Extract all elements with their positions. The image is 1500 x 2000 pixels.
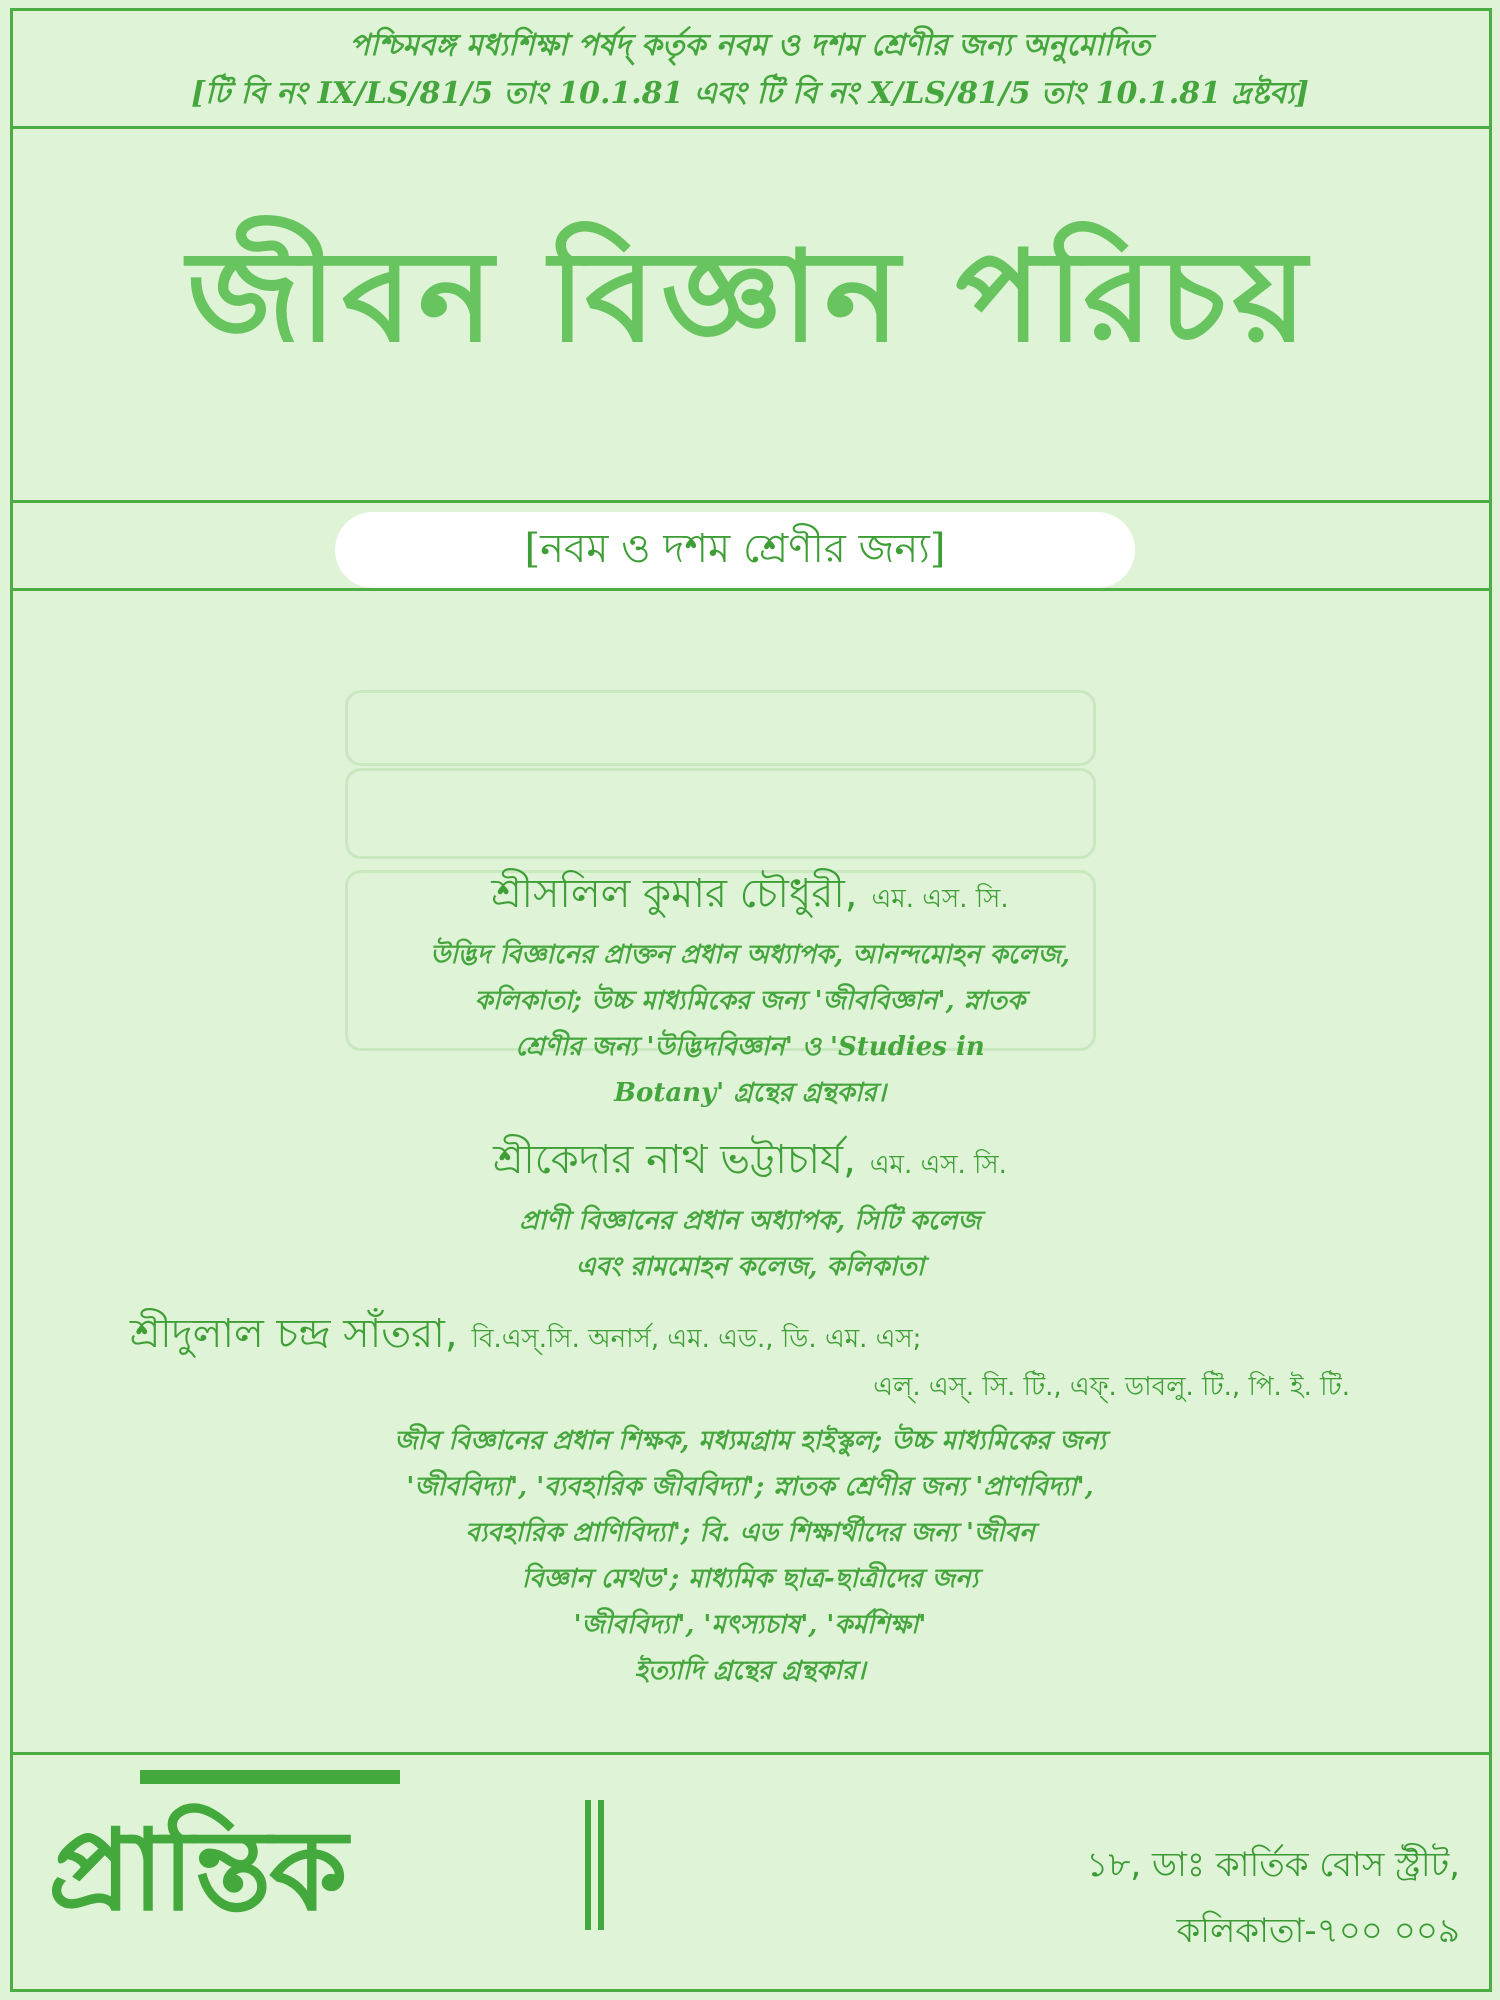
address-line: কলিকাতা-৭০০ ০০৯: [1176, 1911, 1460, 1951]
bleed-through-box: [345, 768, 1096, 859]
divider-footer: [10, 1752, 1492, 1755]
author-description: [150, 1198, 1350, 1290]
description-line: কলিকাতা; উচ্চ মাধ্যমিকের জন্য 'জীববিজ্ঞান', স্নাতক: [474, 986, 1026, 1016]
approval-line-2: [টি বি নং IX/LS/81/5 তাং 10.1.81 এবং টি বি নং X/LS/81/5 তাং 10.1.81 দ্রষ্টব্য]: [191, 76, 1309, 111]
description-line: উদ্ভিদ বিজ্ঞানের প্রাক্তন প্রধান অধ্যাপক, আনন্দমোহন কলেজ,: [430, 940, 1070, 970]
author-name: শ্রীসলিল কুমার চৌধুরী,: [491, 871, 858, 917]
subtitle-badge: [335, 512, 1135, 588]
author-name-line: [150, 1136, 1350, 1184]
author-name: শ্রীকেদার নাথ ভট্টাচার্য,: [493, 1137, 856, 1183]
divider-subtitle: [10, 588, 1492, 591]
logo-separator: [585, 1800, 591, 1930]
description-line: বিজ্ঞান মেথড'; মাধ্যমিক ছাত্র-ছাত্রীদের জন্য: [521, 1564, 979, 1594]
author-name-line: [130, 1310, 1350, 1358]
bleed-through-box: [345, 690, 1096, 766]
author-block: [130, 1310, 1350, 1694]
publisher-logo: প্রান্তিক: [48, 1806, 346, 1936]
address-line: ১৮, ডাঃ কার্তিক বোস স্ট্রীট,: [1086, 1845, 1460, 1885]
divider-header: [10, 126, 1492, 129]
description-line: জীব বিজ্ঞানের প্রধান শিক্ষক, মধ্যমগ্রাম হাইস্কুল; উচ্চ মাধ্যমিকের জন্য: [394, 1426, 1106, 1456]
author-name: শ্রীদুলাল চন্দ্র সাঁতরা,: [130, 1311, 458, 1357]
authors-section: [130, 870, 1350, 1714]
description-line: প্রাণী বিজ্ঞানের প্রধান অধ্যাপক, সিটি কলেজ: [519, 1206, 981, 1236]
author-degrees: এম. এস. সি.: [871, 884, 1009, 914]
approval-line-1: পশ্চিমবঙ্গ মধ্যশিক্ষা পর্ষদ্‌ কর্তৃক নবম ও দশম শ্রেণীর জন্য অনুমোদিত: [349, 28, 1151, 63]
author-block: [150, 870, 1350, 1116]
author-name-line: [150, 870, 1350, 918]
description-line: ইত্যাদি গ্রন্থের গ্রন্থকার।: [634, 1656, 866, 1686]
subtitle-text: [নবম ও দশম শ্রেণীর জন্য]: [524, 525, 946, 572]
divider-title: [10, 500, 1492, 503]
publisher-logo-bar: [140, 1770, 400, 1784]
logo-separator: [598, 1800, 604, 1930]
description-line: এবং রামমোহন কলেজ, কলিকাতা: [575, 1252, 925, 1282]
description-line: Botany' গ্রন্থের গ্রন্থকার।: [614, 1078, 886, 1108]
author-block: [150, 1136, 1350, 1290]
author-degrees: এম. এস. সি.: [869, 1150, 1007, 1180]
author-degrees-continued: এল্. এস্. সি. টি., এফ্. ডাবলু. টি., পি. ই. টি.: [873, 1372, 1350, 1402]
approval-notice: [0, 22, 1500, 118]
publisher-address: [1086, 1832, 1460, 1964]
author-description: [150, 932, 1350, 1116]
description-line: 'জীববিদ্যা', 'মৎস্যচাষ', 'কর্মশিক্ষা': [573, 1610, 927, 1640]
author-degrees: বি.এস্.সি. অনার্স, এম. এড., ডি. এম. এস;: [471, 1324, 922, 1354]
description-line: শ্রেণীর জন্য 'উদ্ভিদবিজ্ঞান' ও 'Studies in: [515, 1032, 985, 1062]
description-line: 'জীববিদ্যা', 'ব্যবহারিক জীববিদ্যা'; স্নাতক শ্রেণীর জন্য 'প্রাণবিদ্যা',: [406, 1472, 1094, 1502]
author-description: [150, 1418, 1350, 1694]
description-line: ব্যবহারিক প্রাণিবিদ্যা'; বি. এড শিক্ষার্থীদের জন্য 'জীবন: [465, 1518, 1035, 1548]
book-title: জীবন বিজ্ঞান পরিচয়: [187, 223, 1313, 370]
